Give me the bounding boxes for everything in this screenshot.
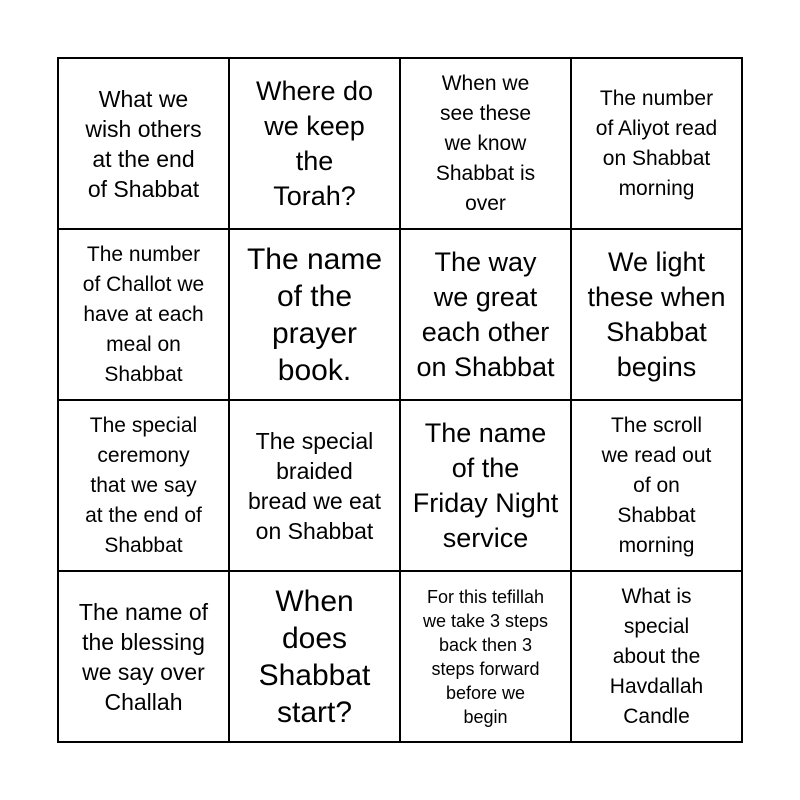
bingo-cell[interactable] — [401, 572, 572, 743]
bingo-cell[interactable] — [572, 401, 743, 572]
bingo-cell[interactable] — [401, 59, 572, 230]
cell-text: For this tefillah we take 3 steps back then 3 steps forward before we begin — [422, 586, 549, 727]
bingo-cell[interactable] — [572, 572, 743, 743]
bingo-cell[interactable] — [572, 230, 743, 401]
bingo-cell[interactable] — [59, 572, 230, 743]
bingo-cell[interactable] — [230, 401, 401, 572]
bingo-cell[interactable] — [401, 230, 572, 401]
bingo-cell[interactable] — [59, 230, 230, 401]
bingo-cell[interactable] — [230, 230, 401, 401]
bingo-cell[interactable] — [59, 401, 230, 572]
bingo-cell[interactable] — [401, 401, 572, 572]
cell-text: We light these when Shabbat begins — [587, 246, 726, 382]
cell-text: The special ceremony that we say at the end of Shabbat — [85, 413, 202, 557]
bingo-cell[interactable] — [230, 59, 401, 230]
cell-text: The name of the Friday Night service — [412, 417, 559, 553]
bingo-cell[interactable] — [59, 59, 230, 230]
cell-text: The number of Challot we have at each meal on Shabbat — [82, 242, 205, 386]
cell-text: What we wish others at the end of Shabbat — [85, 85, 202, 202]
cell-text: When does Shabbat start? — [258, 584, 371, 729]
cell-text: The way we great each other on Shabbat — [416, 246, 555, 382]
cell-text: The special braided bread we eat on Shabbat — [248, 427, 381, 544]
cell-text: Where do we keep the Torah? — [255, 75, 374, 211]
cell-text: The name of the prayer book. — [246, 242, 383, 387]
cell-text: When we see these we know Shabbat is over — [435, 71, 536, 215]
cell-text: The name of the blessing we say over Challah — [78, 598, 209, 715]
cell-text: What is special about the Havdallah Candle — [609, 584, 704, 728]
cell-text: The number of Aliyot read on Shabbat morning — [595, 86, 718, 200]
bingo-cell[interactable] — [572, 59, 743, 230]
cell-text: The scroll we read out of on Shabbat morning — [601, 413, 712, 557]
bingo-cell[interactable] — [230, 572, 401, 743]
bingo-board — [57, 57, 743, 743]
